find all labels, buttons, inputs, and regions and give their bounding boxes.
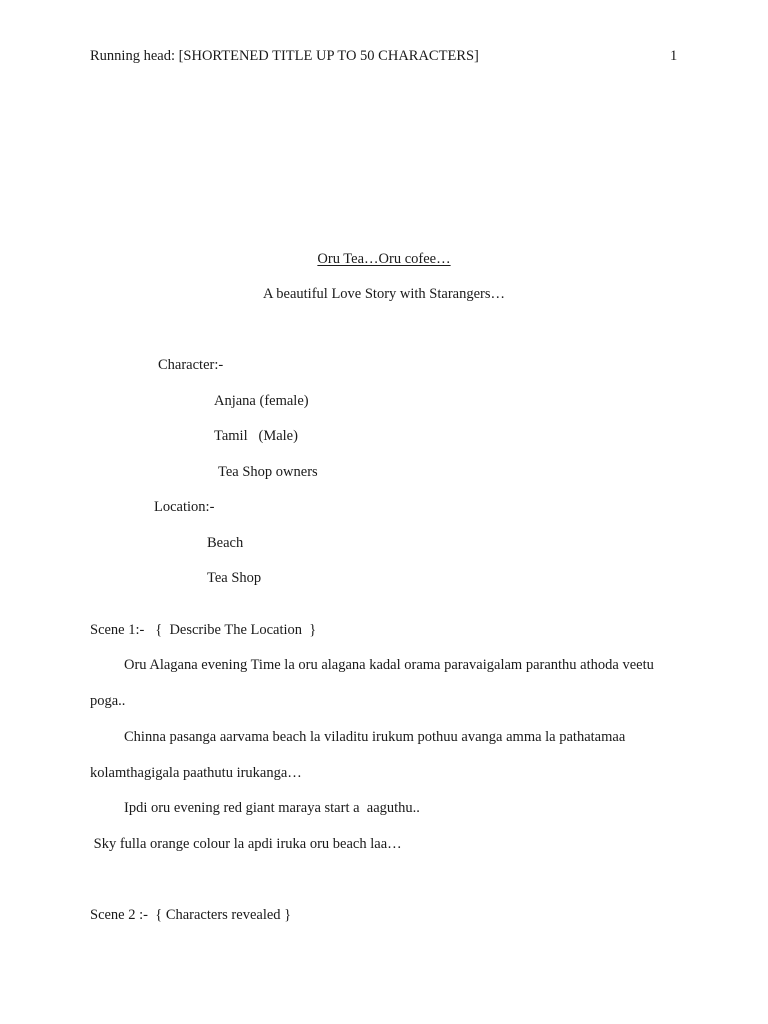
scene-1-heading: Scene 1:- { Describe The Location } [90, 622, 317, 638]
location-item: Tea Shop [207, 570, 262, 586]
page-number: 1 [670, 48, 678, 64]
character-item: Tea Shop owners [218, 464, 318, 480]
running-head: Running head: [SHORTENED TITLE UP TO 50 CHARACTERS] [90, 48, 479, 64]
scene-1-paragraph-line: Chinna pasanga aarvama beach la viladitu irukum pothuu avanga amma la pathatamaa [124, 729, 626, 745]
scene-1-paragraph-line: poga.. [90, 693, 126, 709]
scene-1-paragraph-line: Ipdi oru evening red giant maraya start a aaguthu.. [124, 800, 420, 816]
location-item: Beach [207, 535, 244, 551]
scene-1-paragraph-line: kolamthagigala paathutu irukanga… [90, 765, 302, 781]
location-heading: Location:- [154, 499, 215, 515]
character-heading: Character:- [158, 357, 224, 373]
story-title: Oru Tea…Oru cofee… [317, 251, 451, 267]
character-item: Tamil (Male) [214, 428, 298, 444]
story-subtitle: A beautiful Love Story with Starangers… [262, 286, 506, 302]
scene-1-paragraph-line: Sky fulla orange colour la apdi iruka oru beach laa… [90, 836, 402, 852]
scene-2-heading: Scene 2 :- { Characters revealed } [90, 907, 292, 923]
scene-1-paragraph-line: Oru Alagana evening Time la oru alagana kadal orama paravaigalam paranthu athoda veetu [124, 657, 654, 673]
character-item: Anjana (female) [214, 393, 309, 409]
